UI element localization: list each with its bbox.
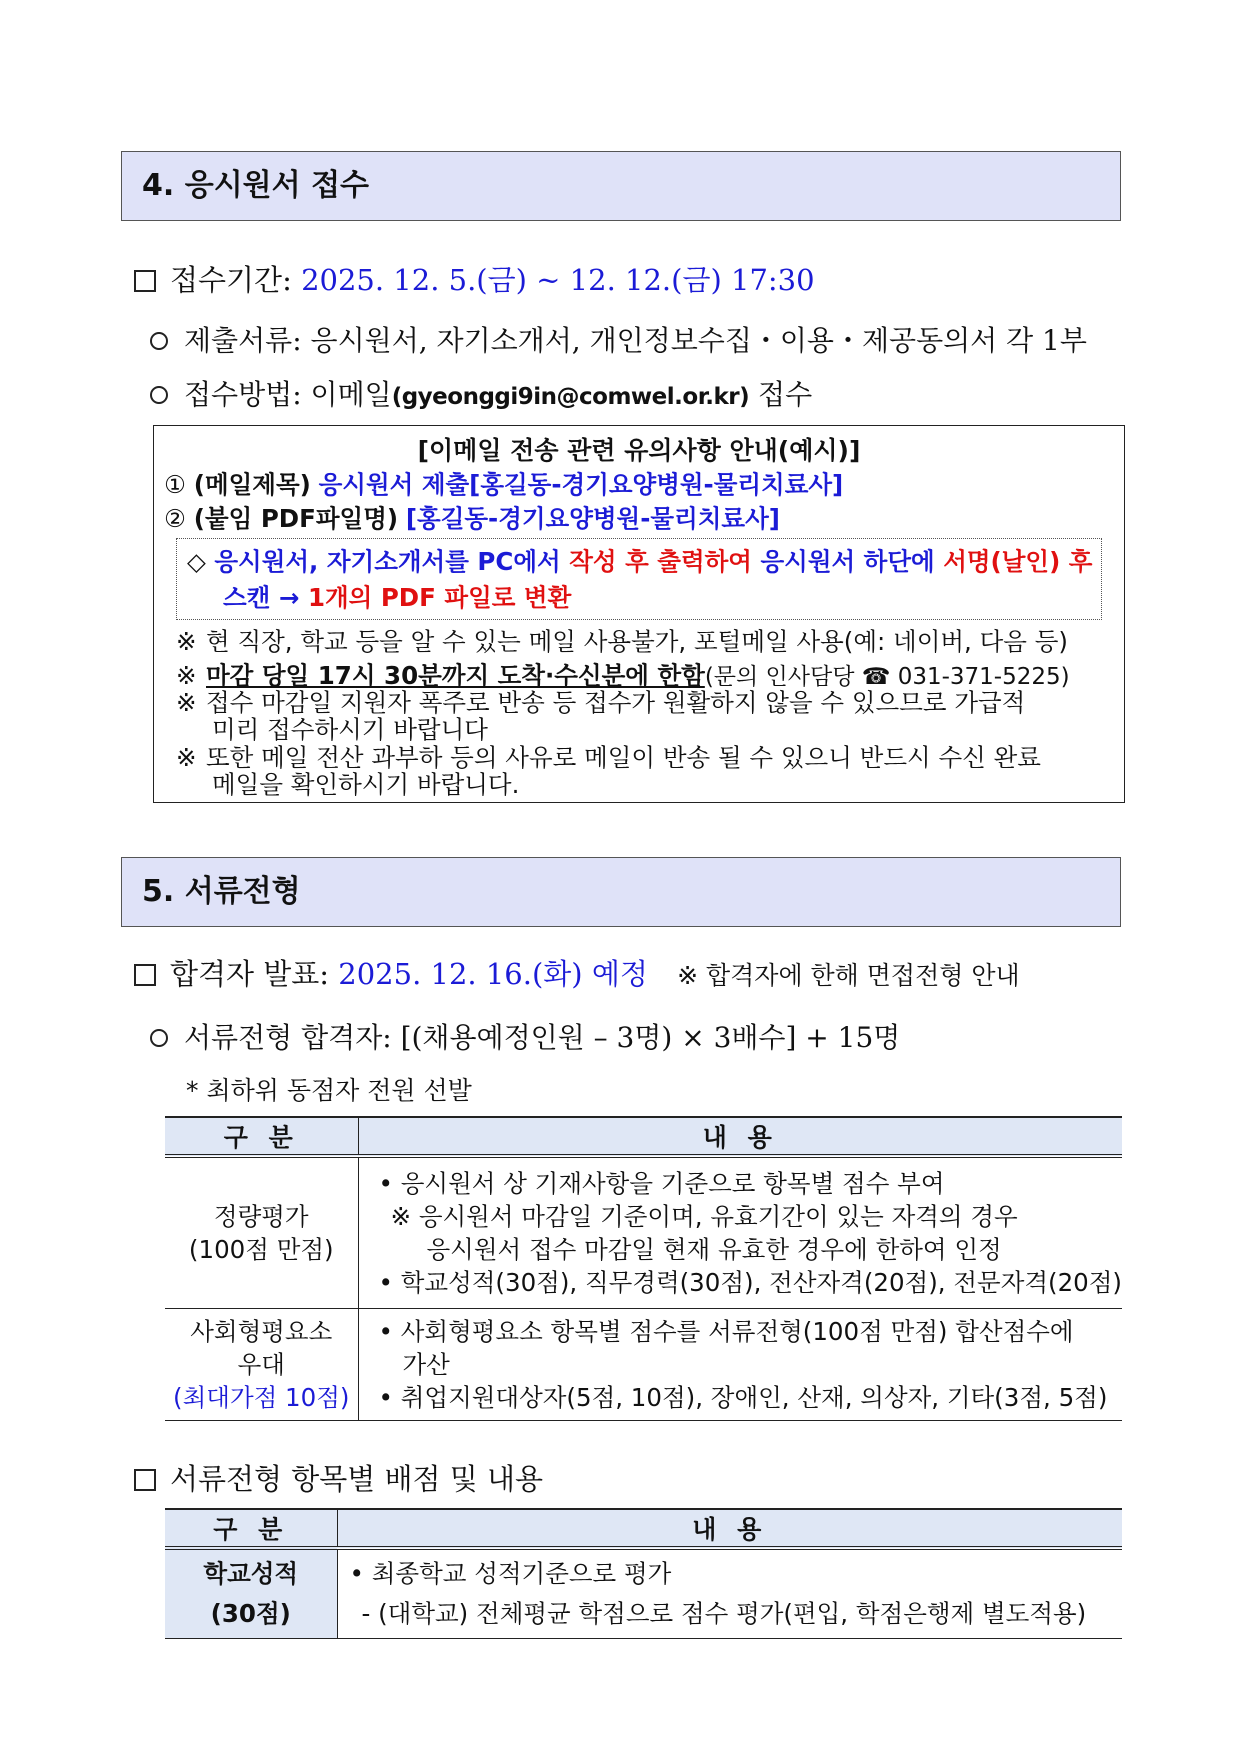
quantitative-bullet-2: • 학교성적(30점), 직무경력(30점), 전산자격(20점), 전문자격(20점) (378, 1267, 1122, 1297)
row-quantitative-content (358, 1156, 1122, 1308)
announce-value: 2025. 12. 16.(화) 예정 (338, 957, 648, 991)
docs-value: 응시원서, 자기소개서, 개인정보수집・이용・제공동의서 각 1부 (310, 324, 1087, 357)
docs-line (150, 319, 1087, 359)
pdf-guide-part-e: 스캔 → (223, 583, 300, 612)
quantitative-bullet-1: • 응시원서 상 기재사항을 기준으로 항목별 점수 부여 (378, 1168, 945, 1198)
note-2-contact: (문의 인사담당 ☎ 031-371-5225) (704, 664, 1070, 690)
row-social-category (165, 1308, 358, 1420)
checkbox-square-icon (134, 1469, 156, 1491)
social-bullet-1: • 사회형평요소 항목별 점수를 서류전형(100점 만점) 합산점수에 (378, 1316, 1074, 1346)
section-4-header (121, 151, 1121, 221)
notice-note-4 (176, 744, 1041, 798)
circle-bullet-icon (150, 332, 168, 350)
screening-table (165, 1116, 1122, 1421)
method-prefix: 이메일 (310, 378, 392, 411)
checkbox-square-icon (134, 270, 156, 292)
period-value: 2025. 12. 5.(금) ~ 12. 12.(금) 17:30 (301, 263, 815, 297)
pass-line (150, 1016, 900, 1056)
quantitative-max: (100점 만점) (188, 1234, 334, 1264)
pdf-guide-part-d: 서명(날인) 후 (943, 547, 1093, 576)
social-label: 사회형평요소 (190, 1316, 333, 1346)
social-label-2: 우대 (237, 1349, 285, 1379)
item-1-value: 응시원서 제출[홍길동-경기요양병원-물리치료사] (318, 470, 844, 499)
method-line (150, 373, 812, 413)
header-category: 구 분 (165, 1117, 358, 1156)
note-4-line-1: 또한 메일 전산 과부하 등의 사유로 메일이 반송 될 수 있으니 반드시 수신 완료 (206, 743, 1041, 772)
table-header-row (165, 1117, 1122, 1156)
quantitative-label: 정량평가 (213, 1201, 309, 1231)
note-2-deadline: 마감 당일 17시 30분까지 도착·수신분에 한함 (206, 661, 705, 690)
note-mark: ※ (176, 743, 197, 772)
item-2-value: [홍길동-경기요양병원-물리치료사] (405, 504, 780, 533)
note-1-text: 현 직장, 학교 등을 알 수 있는 메일 사용불가, 포털메일 사용(예: 네이버, 다음 등) (206, 627, 1068, 656)
pdf-guide-line-1 (187, 543, 1092, 578)
pass-label: 서류전형 합격자: (184, 1021, 392, 1054)
item-2-label: (붙임 PDF파일명) (193, 504, 399, 533)
social-max: (최대가점 10점) (173, 1382, 350, 1412)
section-5-title: 5. 서류전형 (142, 874, 301, 909)
pass-note: * 최하위 동점자 전원 선발 (186, 1076, 472, 1105)
announce-note: ※ 합격자에 한해 면접전형 안내 (677, 961, 1020, 990)
quantitative-note-2: 응시원서 접수 마감일 현재 유효한 경우에 한하여 인정 (426, 1234, 1002, 1264)
notice-note-2 (176, 657, 1070, 692)
row-social-content (358, 1308, 1122, 1420)
notice-note-1 (176, 623, 1068, 658)
section-5-header (121, 857, 1121, 927)
row-school-content (337, 1548, 1122, 1638)
section-4-title: 4. 응시원서 접수 (142, 168, 370, 203)
item-1-number: ① (164, 470, 186, 499)
note-mark: ※ (176, 627, 197, 656)
items-section-line (134, 1457, 543, 1498)
method-email: (gyeonggi9in@comwel.or.kr) (391, 384, 750, 410)
item-2-number: ② (164, 504, 186, 533)
circle-bullet-icon (150, 1029, 168, 1047)
email-notice-box (153, 425, 1125, 803)
item-1-label: (메일제목) (193, 470, 311, 499)
social-bullet-2: • 취업지원대상자(5점, 10점), 장애인, 산재, 의상자, 기타(3점, 5점) (378, 1382, 1108, 1412)
items-table (165, 1508, 1122, 1639)
header-category: 구 분 (165, 1509, 337, 1548)
pdf-guide-part-b: 작성 후 출력하여 (569, 547, 752, 576)
school-bullet-2: - (대학교) 전체평균 학점으로 점수 평가(편입, 학점은행제 별도적용) (361, 1598, 1087, 1628)
row-school-category (165, 1548, 337, 1638)
note-4-line-2: 메일을 확인하시기 바랍니다. (212, 770, 520, 799)
note-mark: ※ (176, 661, 197, 690)
note-3-line-1: 접수 마감일 지원자 폭주로 반송 등 접수가 원활하지 않을 수 있으므로 가급적 (206, 688, 1026, 717)
method-suffix: 접수 (758, 378, 813, 411)
notice-item-2 (164, 500, 780, 535)
notice-title: [이메일 전송 관련 유의사항 안내(예시)] (417, 436, 861, 465)
header-content: 내 용 (358, 1117, 1122, 1156)
school-max: (30점) (210, 1598, 291, 1628)
announce-label: 합격자 발표: (170, 957, 330, 991)
pass-value: [(채용예정인원 – 3명) × 3배수] + 15명 (400, 1021, 901, 1054)
header-content: 내 용 (337, 1509, 1122, 1548)
table-row (165, 1308, 1122, 1420)
period-line: 접수기간: 2025. 12. 5.(금) ~ 12. 12.(금) 17:30 (134, 258, 815, 299)
pdf-guide-box (176, 538, 1102, 620)
circle-bullet-icon (150, 386, 168, 404)
pdf-guide-part-a: 응시원서, 자기소개서를 PC에서 (214, 547, 561, 576)
note-3-line-2: 미리 접수하시기 바랍니다 (212, 715, 488, 744)
social-bullet-1-cont: 가산 (402, 1349, 450, 1379)
items-section-title: 서류전형 항목별 배점 및 내용 (170, 1462, 544, 1496)
method-label: 접수방법: (184, 378, 302, 411)
announce-line (134, 952, 1020, 993)
school-label: 학교성적 (203, 1558, 299, 1588)
pdf-guide-part-c: 응시원서 하단에 (760, 547, 935, 576)
diamond-icon: ◇ (187, 547, 206, 576)
row-quantitative-category (165, 1156, 358, 1308)
table-row (165, 1156, 1122, 1308)
notice-note-3 (176, 689, 1025, 743)
docs-label: 제출서류: (184, 324, 302, 357)
pdf-guide-part-f: 1개의 PDF 파일로 변환 (307, 583, 572, 612)
table-header-row (165, 1509, 1122, 1548)
notice-item-1 (164, 466, 843, 501)
pdf-guide-line-2 (223, 579, 571, 614)
checkbox-square-icon (134, 964, 156, 986)
table-row (165, 1548, 1122, 1638)
school-bullet-1: • 최종학교 성적기준으로 평가 (349, 1558, 672, 1588)
quantitative-note-1: ※ 응시원서 마감일 기준이며, 유효기간이 있는 자격의 경우 (390, 1201, 1018, 1231)
period-label: 접수기간 (170, 263, 283, 297)
note-mark: ※ (176, 688, 197, 717)
